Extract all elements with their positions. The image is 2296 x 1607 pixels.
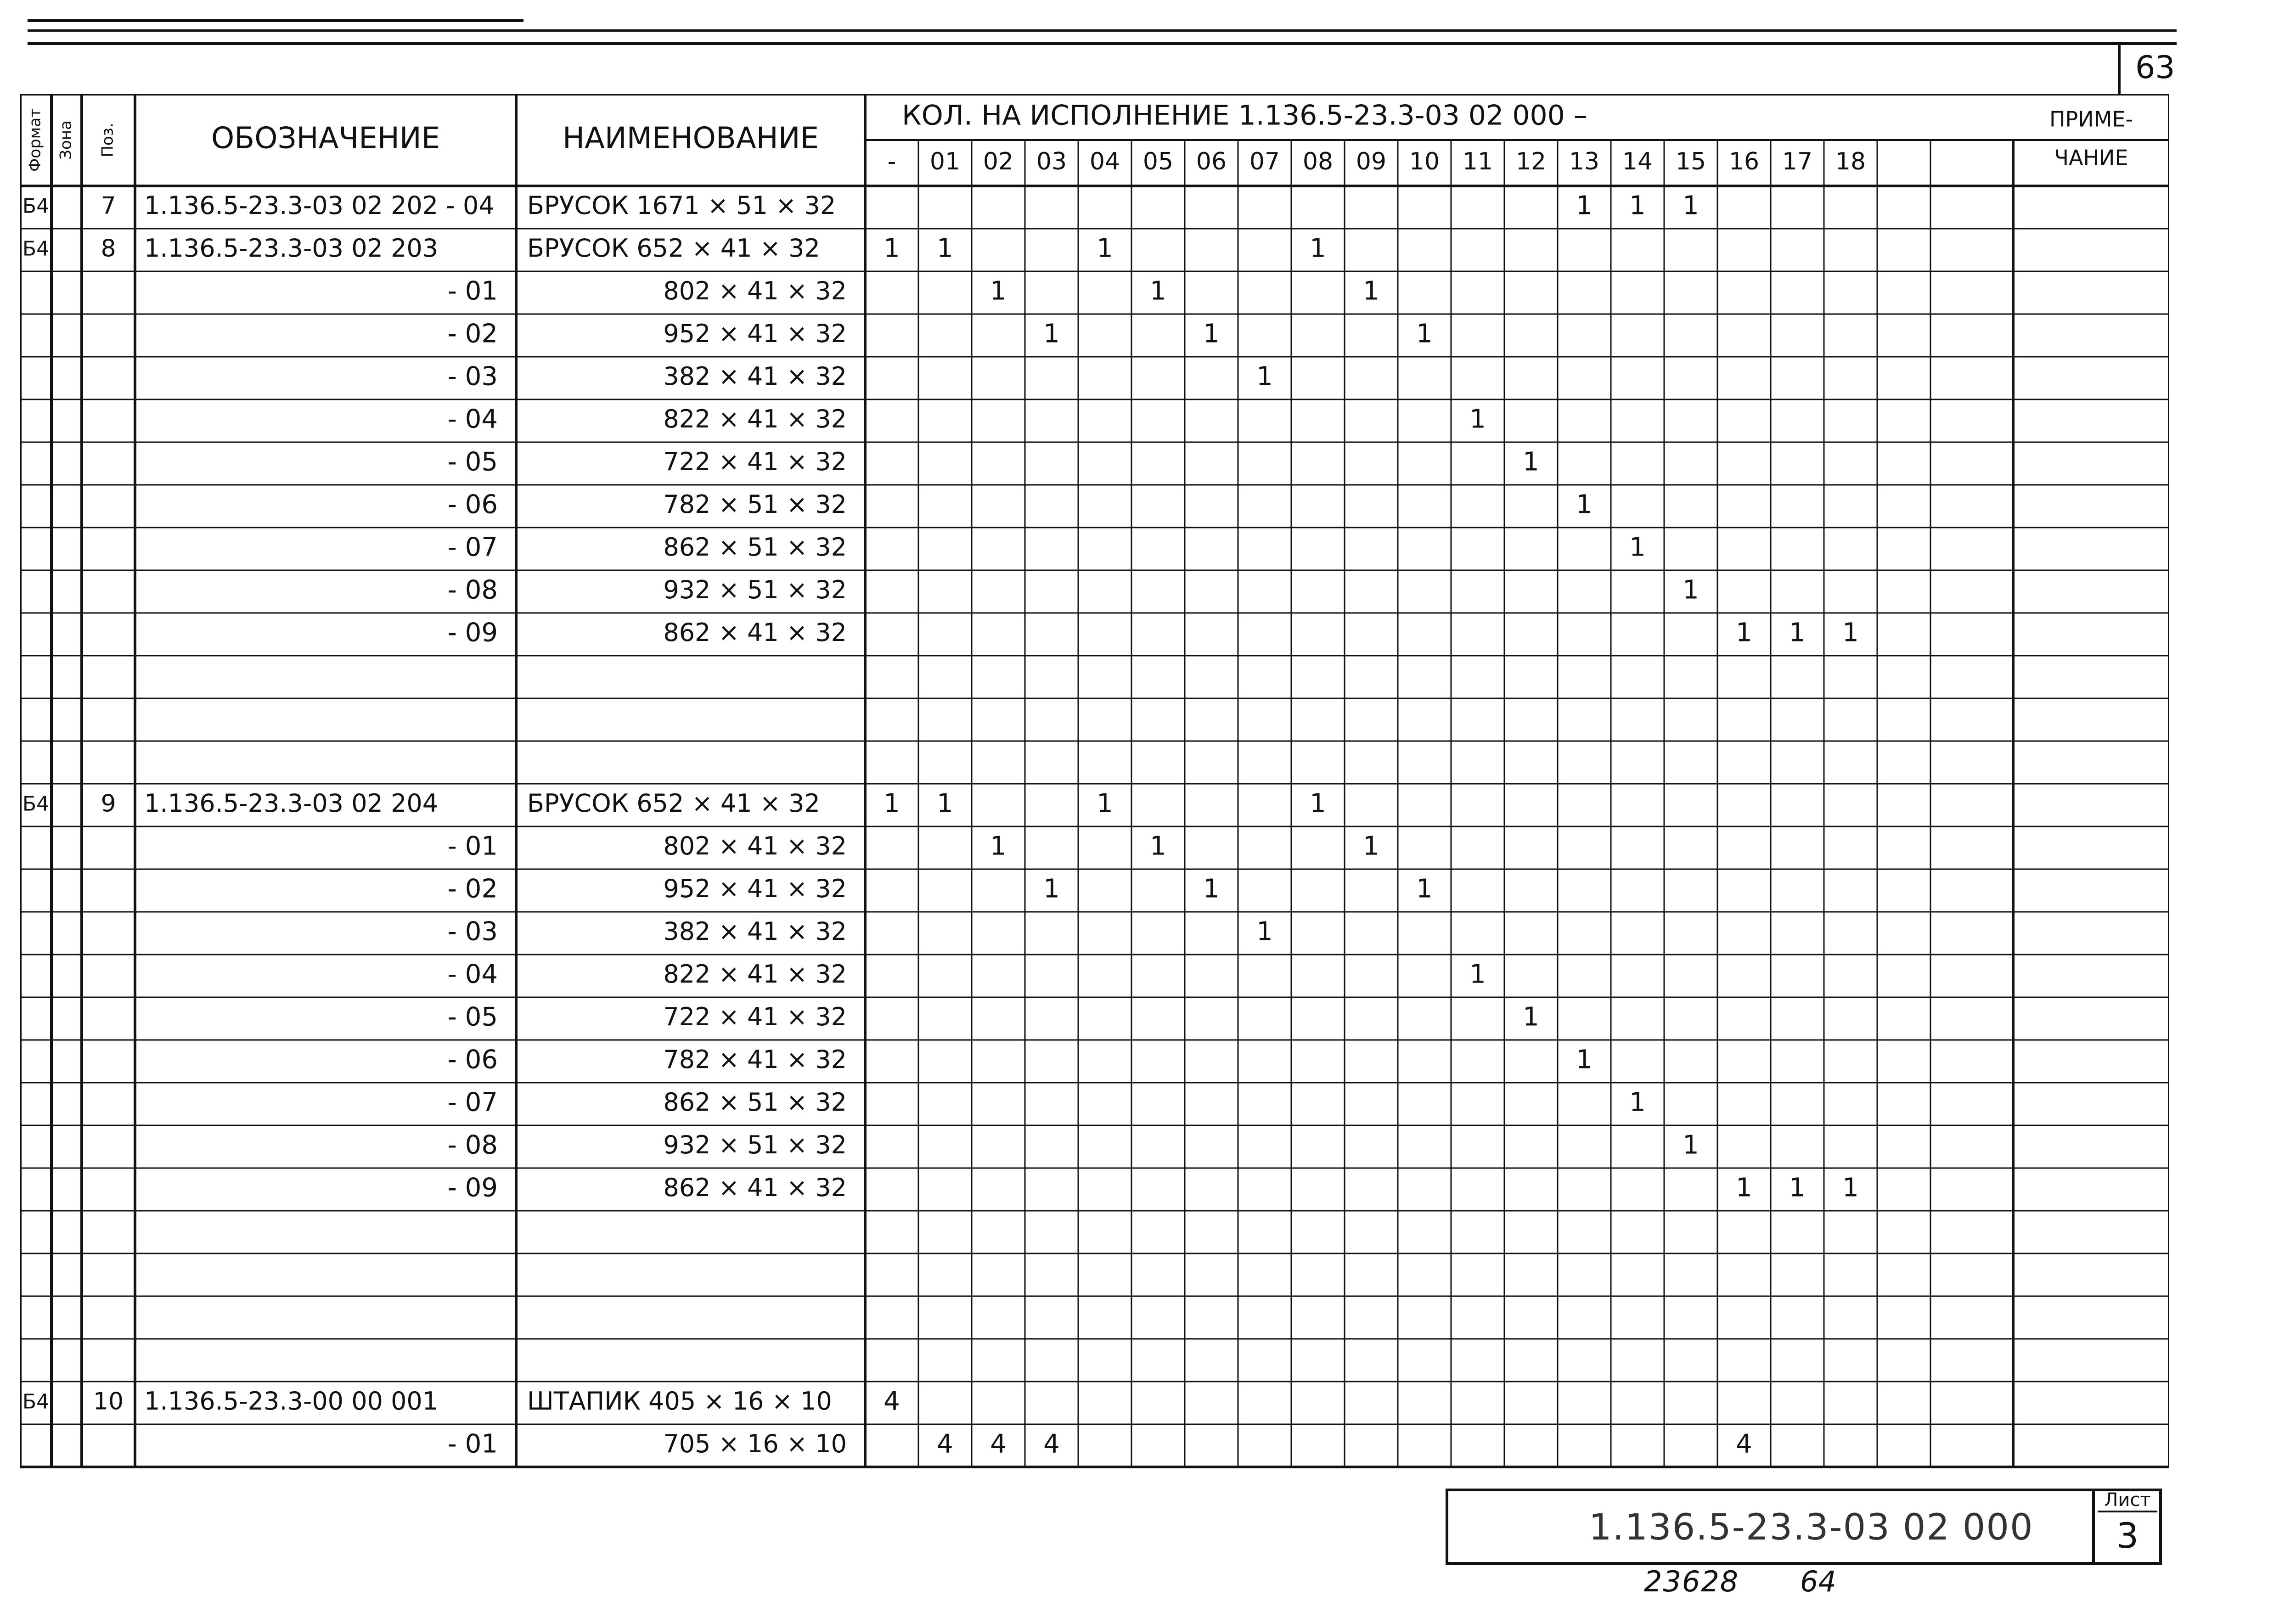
cell-designation: - 05 — [447, 1002, 498, 1032]
cell-format: Б4 — [22, 237, 50, 261]
cell-qty: 1 — [990, 276, 1007, 306]
inventory-sheet: 64 — [1800, 1565, 1836, 1598]
cell-qty: 1 — [1469, 404, 1486, 434]
cell-qty: 1 — [1736, 618, 1752, 648]
cell-designation: - 07 — [447, 1087, 498, 1118]
header-note: ЧАНИЕ — [2054, 145, 2128, 170]
cell-qty: 1 — [1416, 319, 1433, 349]
cell-designation: 1.136.5-23.3-03 02 203 — [144, 234, 439, 263]
header-name: НАИМЕНОВАНИЕ — [562, 121, 819, 156]
cell-qty: 1 — [1683, 1130, 1699, 1160]
cell-designation: - 01 — [447, 1429, 498, 1459]
cell-qty: 1 — [1523, 1002, 1539, 1032]
header-variant-14: 14 — [1622, 148, 1653, 175]
cell-designation: - 09 — [447, 1173, 498, 1203]
header-variant-10: 10 — [1409, 148, 1440, 175]
cell-qty: 1 — [1469, 959, 1486, 989]
page-number: 63 — [2135, 50, 2175, 86]
cell-designation: 1.136.5-23.3-03 02 202 - 04 — [144, 191, 495, 220]
cell-qty: 1 — [937, 788, 953, 819]
cell-name: 782 × 41 × 32 — [663, 1045, 847, 1074]
cell-qty: 1 — [1043, 874, 1060, 904]
cell-qty: 1 — [1203, 874, 1220, 904]
cell-qty: 1 — [1629, 1087, 1646, 1118]
cell-designation: - 02 — [447, 874, 498, 904]
cell-designation: - 04 — [447, 959, 498, 989]
header-variant-base: - — [887, 148, 896, 175]
cell-name: ШТАПИК 405 × 16 × 10 — [527, 1387, 832, 1416]
cell-qty: 1 — [1097, 788, 1113, 819]
cell-qty: 4 — [884, 1386, 900, 1416]
cell-qty: 1 — [1363, 276, 1379, 306]
cell-designation: - 07 — [447, 532, 498, 562]
header-variant-16: 16 — [1728, 148, 1760, 175]
cell-name: 862 × 51 × 32 — [663, 533, 847, 562]
cell-qty: 1 — [1150, 276, 1166, 306]
cell-designation: - 01 — [447, 276, 498, 306]
cell-qty: 1 — [1683, 191, 1699, 221]
header-pos: Поз. — [98, 123, 117, 157]
cell-designation: - 04 — [447, 404, 498, 434]
header-variant-07: 07 — [1249, 148, 1280, 175]
cell-pos: 10 — [93, 1388, 124, 1416]
cell-designation: - 06 — [447, 1045, 498, 1075]
cell-qty: 1 — [884, 788, 900, 819]
cell-format: Б4 — [22, 792, 50, 816]
cell-pos: 8 — [101, 235, 116, 263]
cell-qty: 1 — [1736, 1173, 1752, 1203]
cell-qty: 1 — [990, 831, 1007, 861]
cell-designation: - 05 — [447, 447, 498, 477]
cell-qty: 1 — [1576, 1045, 1593, 1075]
cell-name: 862 × 41 × 32 — [663, 1173, 847, 1202]
header-variant-13: 13 — [1569, 148, 1600, 175]
header-variant-08: 08 — [1302, 148, 1334, 175]
cell-format: Б4 — [22, 194, 50, 218]
cell-name: 822 × 41 × 32 — [663, 405, 847, 434]
cell-qty: 1 — [1363, 831, 1379, 861]
cell-name: 802 × 41 × 32 — [663, 276, 847, 306]
cell-qty: 4 — [1043, 1429, 1060, 1459]
cell-qty: 1 — [1789, 1173, 1806, 1203]
cell-name: 932 × 51 × 32 — [663, 1130, 847, 1160]
cell-qty: 4 — [937, 1429, 953, 1459]
cell-qty: 4 — [1736, 1429, 1752, 1459]
cell-qty: 1 — [937, 233, 953, 264]
header-variant-09: 09 — [1356, 148, 1387, 175]
cell-name: БРУСОК 1671 × 51 × 32 — [527, 191, 836, 220]
header-note: ПРИМЕ- — [2049, 107, 2133, 132]
cell-qty: 1 — [1576, 191, 1593, 221]
header-format: Формат — [26, 108, 45, 172]
cell-qty: 1 — [1629, 191, 1646, 221]
cell-designation: - 08 — [447, 1130, 498, 1160]
cell-name: 802 × 41 × 32 — [663, 832, 847, 861]
cell-qty: 1 — [1256, 361, 1273, 392]
cell-qty: 1 — [1256, 916, 1273, 947]
cell-name: 782 × 51 × 32 — [663, 490, 847, 519]
header-variant-18: 18 — [1835, 148, 1866, 175]
cell-qty: 1 — [1310, 788, 1326, 819]
header-variant-05: 05 — [1142, 148, 1174, 175]
top-border-line — [28, 42, 2177, 45]
header-zone: Зона — [56, 120, 75, 160]
header-variant-15: 15 — [1675, 148, 1706, 175]
top-border-line — [28, 19, 523, 22]
sheet-label: Лист — [2098, 1489, 2157, 1512]
cell-designation: - 09 — [447, 618, 498, 648]
header-variant-03: 03 — [1036, 148, 1067, 175]
cell-name: 722 × 41 × 32 — [663, 447, 847, 477]
header-variant-04: 04 — [1089, 148, 1120, 175]
cell-qty: 1 — [1789, 618, 1806, 648]
cell-qty: 4 — [990, 1429, 1007, 1459]
sheet-number: 3 — [2116, 1515, 2139, 1556]
page-number-divider — [2118, 42, 2121, 94]
cell-qty: 1 — [884, 233, 900, 264]
cell-qty: 1 — [1576, 489, 1593, 520]
header-designation: ОБОЗНАЧЕНИЕ — [211, 121, 440, 156]
cell-name: 952 × 41 × 32 — [663, 874, 847, 904]
header-qty-title: КОЛ. НА ИСПОЛНЕНИЕ 1.136.5-23.3-03 02 000 – — [902, 99, 1587, 132]
cell-designation: - 02 — [447, 319, 498, 349]
cell-name: 862 × 51 × 32 — [663, 1088, 847, 1117]
cell-designation: - 06 — [447, 489, 498, 520]
top-border-line — [28, 29, 2177, 32]
cell-designation: - 03 — [447, 361, 498, 392]
cell-pos: 7 — [101, 192, 116, 220]
cell-designation: 1.136.5-23.3-00 00 001 — [144, 1387, 439, 1416]
cell-name: БРУСОК 652 × 41 × 32 — [527, 234, 820, 263]
cell-designation: - 08 — [447, 575, 498, 605]
cell-qty: 1 — [1523, 447, 1539, 477]
cell-name: БРУСОК 652 × 41 × 32 — [527, 789, 820, 818]
cell-name: 382 × 41 × 32 — [663, 362, 847, 391]
cell-name: 382 × 41 × 32 — [663, 917, 847, 946]
cell-qty: 1 — [1683, 575, 1699, 605]
cell-name: 862 × 41 × 32 — [663, 618, 847, 647]
cell-name: 822 × 41 × 32 — [663, 960, 847, 989]
cell-name: 722 × 41 × 32 — [663, 1002, 847, 1032]
cell-designation: - 03 — [447, 916, 498, 947]
inventory-number: 23628 — [1644, 1565, 1739, 1598]
cell-qty: 1 — [1097, 233, 1113, 264]
cell-qty: 1 — [1629, 532, 1646, 562]
cell-qty: 1 — [1203, 319, 1220, 349]
cell-designation: - 01 — [447, 831, 498, 861]
cell-qty: 1 — [1416, 874, 1433, 904]
header-variant-12: 12 — [1515, 148, 1547, 175]
header-variant-01: 01 — [929, 148, 961, 175]
cell-designation: 1.136.5-23.3-03 02 204 — [144, 789, 439, 818]
cell-qty: 1 — [1842, 618, 1859, 648]
header-variant-06: 06 — [1196, 148, 1227, 175]
cell-qty: 1 — [1842, 1173, 1859, 1203]
cell-qty: 1 — [1043, 319, 1060, 349]
cell-name: 952 × 41 × 32 — [663, 319, 847, 348]
cell-name: 932 × 51 × 32 — [663, 575, 847, 605]
cell-format: Б4 — [22, 1390, 50, 1414]
cell-qty: 1 — [1310, 233, 1326, 264]
specification-table — [20, 94, 2169, 1481]
cell-pos: 9 — [101, 790, 116, 818]
header-variant-11: 11 — [1462, 148, 1493, 175]
header-variant-17: 17 — [1782, 148, 1813, 175]
document-code: 1.136.5-23.3-03 02 000 — [1589, 1507, 2034, 1548]
header-variant-02: 02 — [983, 148, 1014, 175]
cell-qty: 1 — [1150, 831, 1166, 861]
cell-name: 705 × 16 × 10 — [663, 1429, 847, 1459]
